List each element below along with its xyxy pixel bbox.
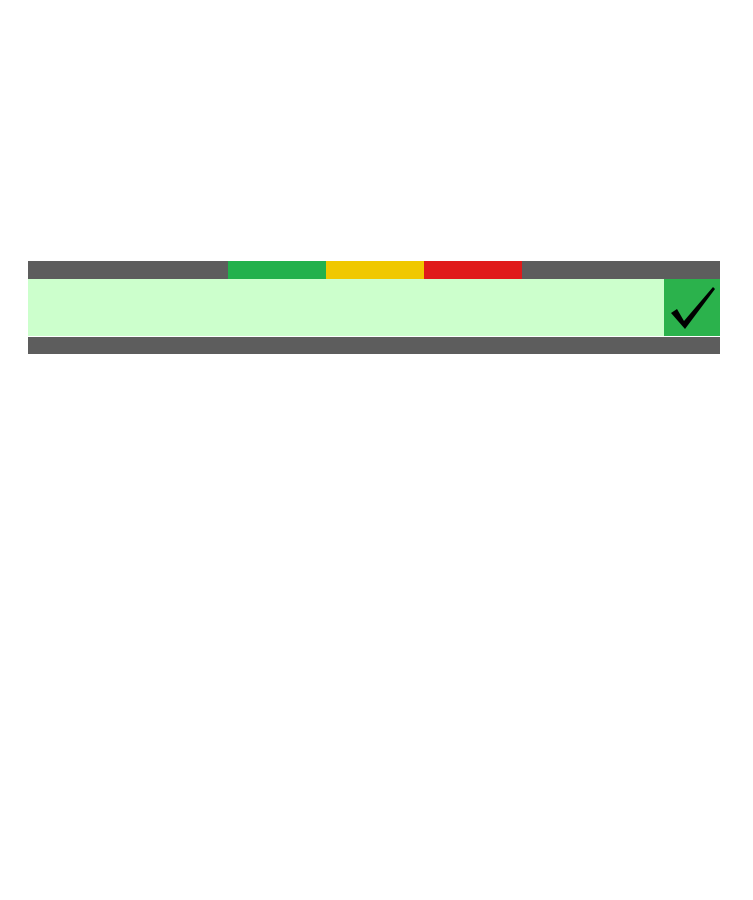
diagnose-comment bbox=[28, 279, 720, 336]
results-header bbox=[28, 337, 720, 354]
check-icon bbox=[664, 279, 720, 336]
key-attention bbox=[326, 261, 424, 279]
key-danger bbox=[424, 261, 522, 279]
key-normal bbox=[228, 261, 326, 279]
diagnose-bar bbox=[28, 261, 720, 279]
